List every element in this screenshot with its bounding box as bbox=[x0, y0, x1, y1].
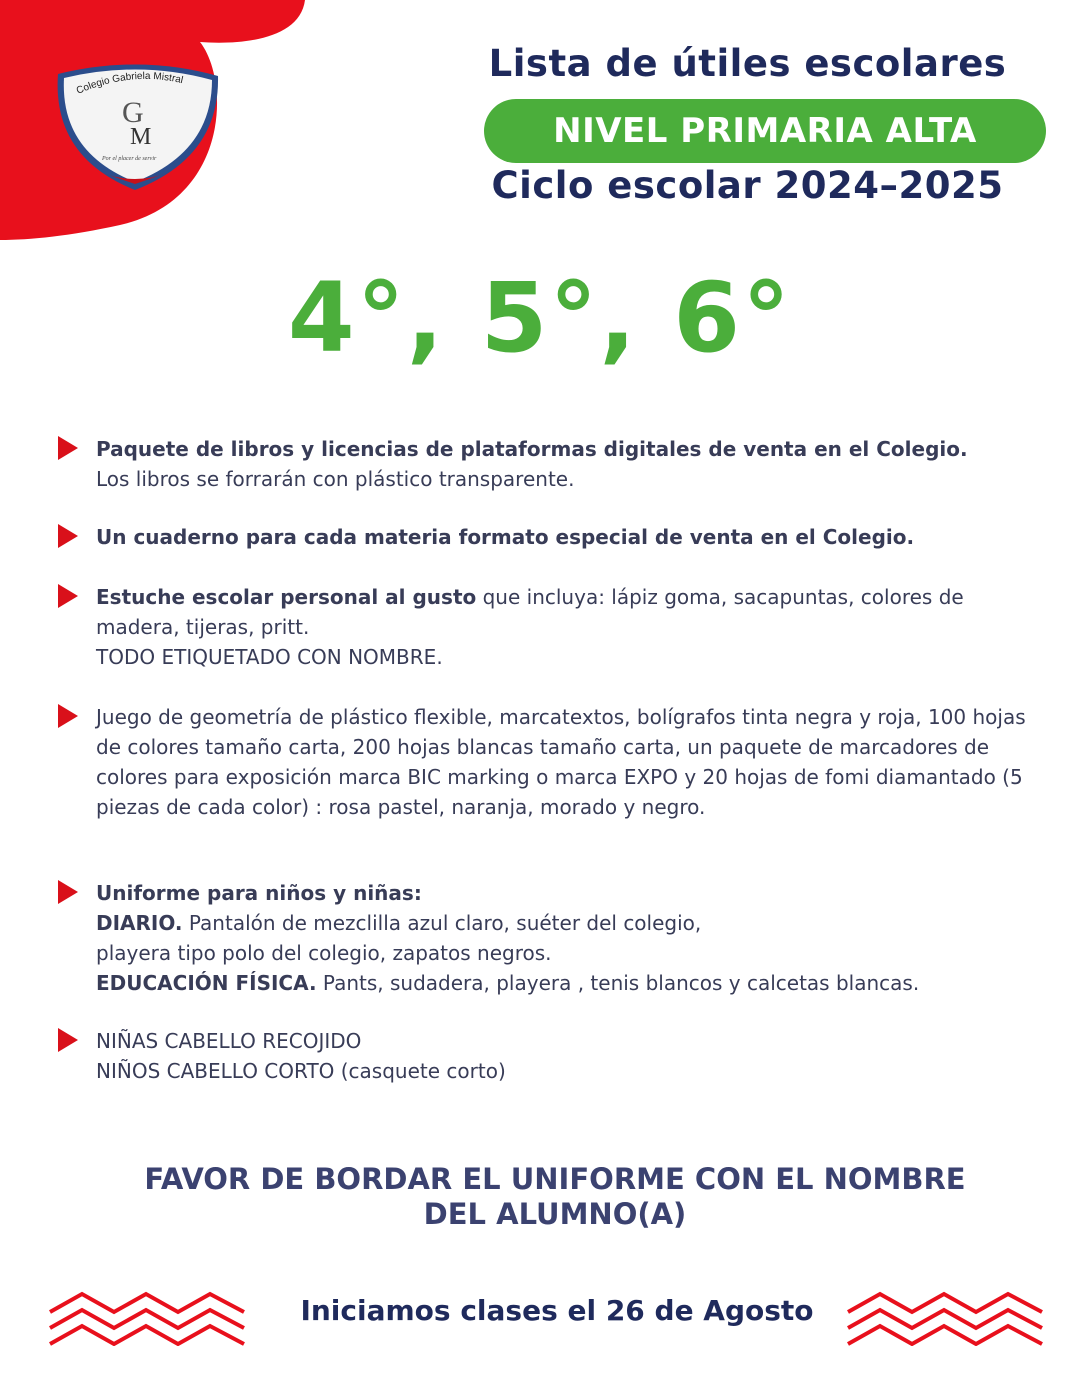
triangle-bullet-icon bbox=[58, 880, 78, 904]
list-item bbox=[58, 434, 1038, 494]
level-banner: NIVEL PRIMARIA ALTA bbox=[484, 99, 1046, 163]
triangle-bullet-icon bbox=[58, 436, 78, 460]
item-text: que incluya: lápiz goma, sacapuntas, colores de madera, tijeras, pritt. bbox=[96, 585, 964, 639]
crest-initial-g: G bbox=[122, 96, 144, 129]
page-title: Lista de útiles escolares bbox=[488, 42, 1007, 85]
list-item bbox=[58, 522, 1038, 552]
grades-heading: 4°, 5°, 6° bbox=[287, 262, 793, 374]
note-line-2: DEL ALUMNO(A) bbox=[423, 1197, 687, 1231]
crest-initial-m: M bbox=[130, 124, 152, 150]
triangle-bullet-icon bbox=[58, 1028, 78, 1052]
item-bold-text: Uniforme para niños y niñas: bbox=[96, 881, 422, 905]
zigzag-right-icon bbox=[846, 1290, 1046, 1346]
item-text: playera tipo polo del colegio, zapatos negros. bbox=[96, 941, 552, 965]
embroidery-note bbox=[60, 1162, 1050, 1232]
item-text: Pants, sudadera, playera , tenis blancos y calcetas blancas. bbox=[316, 971, 920, 995]
item-bold-text: Paquete de libros y licencias de plataformas digitales de venta en el Colegio. bbox=[96, 437, 968, 461]
note-line-1: FAVOR DE BORDAR EL UNIFORME CON EL NOMBRE bbox=[144, 1162, 966, 1196]
triangle-bullet-icon bbox=[58, 524, 78, 548]
triangle-bullet-icon bbox=[58, 704, 78, 728]
list-item bbox=[58, 1026, 1038, 1086]
zigzag-left-icon bbox=[48, 1290, 248, 1346]
list-item bbox=[58, 582, 1038, 672]
item-bold-text: Estuche escolar personal al gusto bbox=[96, 585, 477, 609]
classes-start-date: Iniciamos clases el 26 de Agosto bbox=[300, 1294, 814, 1327]
item-text-caps: TODO ETIQUETADO CON NOMBRE. bbox=[96, 645, 443, 669]
crest-school-name: Colegio Gabriela Mistral bbox=[74, 70, 185, 97]
school-crest-logo bbox=[50, 62, 220, 192]
uniform-pe-label: EDUCACIÓN FÍSICA. bbox=[96, 971, 317, 995]
list-item bbox=[58, 702, 1038, 822]
item-text: NIÑAS CABELLO RECOJIDO bbox=[96, 1029, 362, 1053]
item-text: NIÑOS CABELLO CORTO (casquete corto) bbox=[96, 1059, 506, 1083]
item-text: Juego de geometría de plástico flexible, marcatextos, bolígrafos tinta negra y roja, 100 hojas de colores tamaño carta, 200 hojas blancas tamaño carta, un paquete de marcadores de colores para exposición marca BIC marking o marca EXPO y 20 hojas de fomi diamantado (5 piezas de cada color) : rosa pastel, naranja, morado y negro. bbox=[96, 705, 1026, 819]
school-cycle: Ciclo escolar 2024–2025 bbox=[491, 164, 1004, 207]
crest-motto: Por el placer de servir bbox=[102, 156, 157, 162]
uniform-daily-label: DIARIO. bbox=[96, 911, 183, 935]
item-bold-text: Un cuaderno para cada materia formato especial de venta en el Colegio. bbox=[96, 525, 915, 549]
item-text: Pantalón de mezclilla azul claro, suéter del colegio, bbox=[182, 911, 702, 935]
list-item bbox=[58, 878, 1038, 998]
item-text: Los libros se forrarán con plástico transparente. bbox=[96, 467, 575, 491]
triangle-bullet-icon bbox=[58, 584, 78, 608]
